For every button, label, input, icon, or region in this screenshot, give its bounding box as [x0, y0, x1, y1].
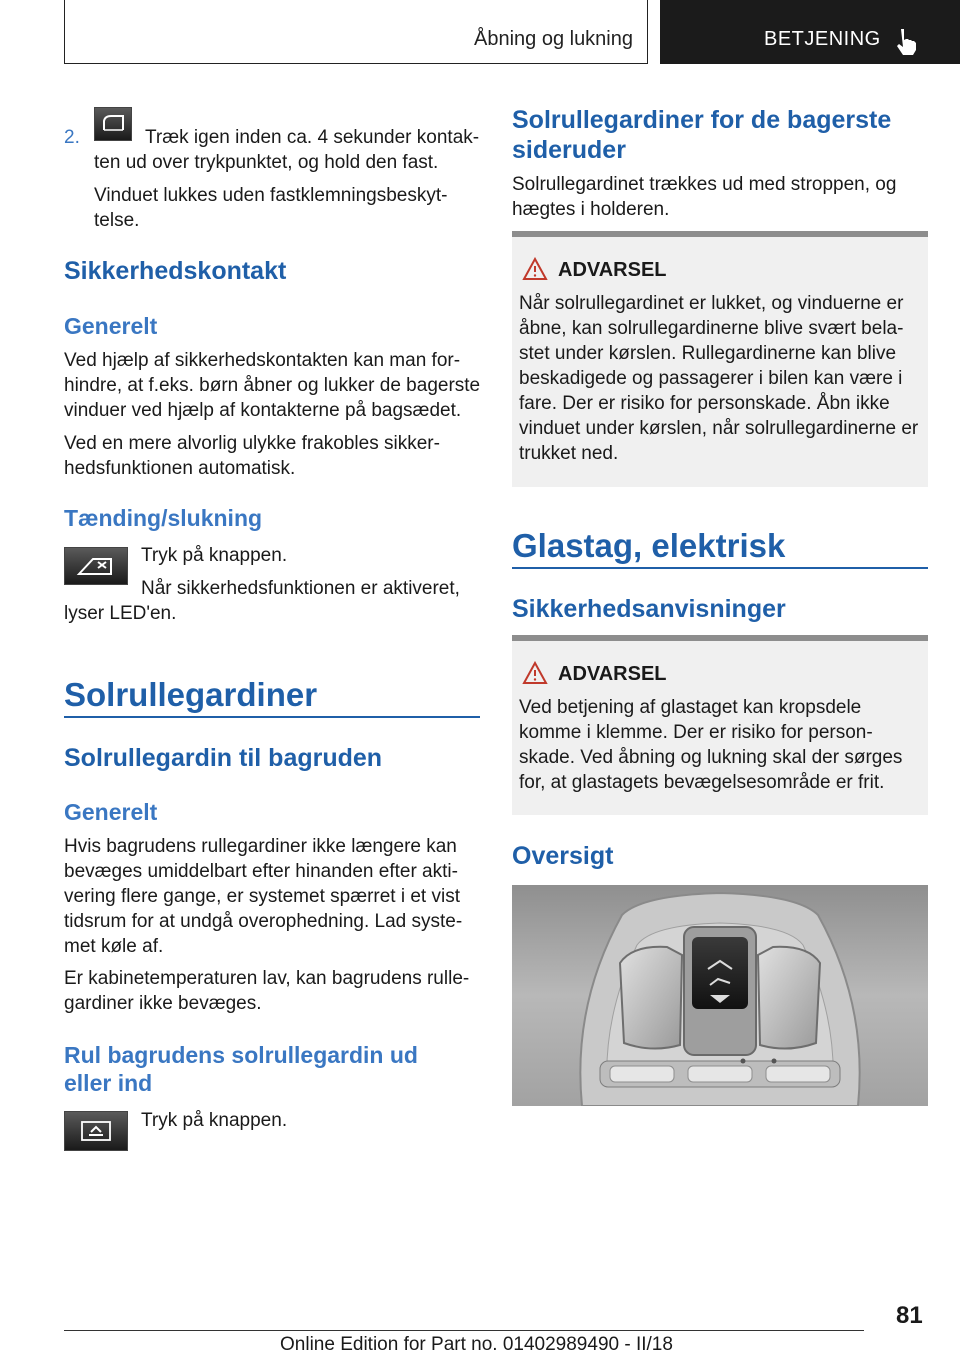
bagrude-heading: Solrullegardin til bagruden: [64, 744, 383, 772]
header-section-box: [64, 0, 648, 64]
generelt1-p1-line3: vinduer ved hjælp af kontakterne på bagsædet.: [64, 400, 462, 421]
warning-box-1: [512, 231, 928, 487]
taending-line1: Tryk på knappen.: [141, 545, 288, 566]
warning1-line7: trukket ned.: [519, 443, 619, 464]
footer-edition: Online Edition for Part no. 01402989490 - II/18: [280, 1334, 673, 1355]
warning2-line3: skade. Ved åbning og lukning skal der sørges: [519, 747, 903, 768]
generelt2-p1-line4: tidsrum for at undgå overophedning. Lad syste-: [64, 911, 463, 932]
step-number: 2.: [64, 127, 80, 148]
generelt2-p2-line2: gardiner ikke bevæges.: [64, 993, 262, 1014]
side-blinds-heading-line1: Solrullegardiner for de bagerste: [512, 106, 892, 134]
header-chapter-title: BETJENING: [764, 28, 881, 50]
side-blinds-p-line1: Solrullegardinet trækkes ud med stroppen, og: [512, 174, 897, 195]
rear-blind-button-icon: [64, 1111, 128, 1151]
side-blinds-p-line2: hægtes i holderen.: [512, 199, 670, 220]
generelt-heading-2: Generelt: [64, 799, 158, 825]
generelt-heading-1: Generelt: [64, 313, 158, 339]
generelt2-p1-line3: vering flere gange, er systemet spærret i et vist: [64, 886, 460, 907]
window-close-button-icon: [94, 107, 132, 141]
warning1-line5: fare. Der er risiko for personskade. Åbn ikke: [519, 393, 890, 414]
heading-rule-left: [64, 716, 480, 718]
solrullegardiner-heading: Solrullegardiner: [64, 676, 318, 713]
overhead-console-photo: [512, 885, 928, 1106]
warning2-line2: komme i klemme. Der er risiko for person-: [519, 722, 873, 743]
warning2-line4: for, at glastagets bevægelsesområde er frit.: [519, 772, 885, 793]
rul-heading-line1: Rul bagrudens solrullegardin ud: [64, 1042, 418, 1068]
safety-switch-button-icon: [64, 547, 128, 585]
warning1-line2: åbne, kan solrullegardinerne blive svært bela-: [519, 318, 904, 339]
generelt2-p1-line1: Hvis bagrudens rullegardiner ikke længere kan: [64, 836, 457, 857]
warning-triangle-icon: [522, 661, 548, 685]
warning1-line4: beskadigede og passagerer i bilen kan være i: [519, 368, 903, 389]
taending-line2: Når sikkerhedsfunktionen er aktiveret,: [141, 578, 460, 599]
generelt2-p1-line2: bevæges umiddelbart efter hinanden efter akti-: [64, 861, 458, 882]
sikkerhedsanvisninger-heading: Sikkerhedsanvisninger: [512, 595, 786, 623]
generelt1-p1-line1: Ved hjælp af sikkerhedskontakten kan man for-: [64, 350, 461, 371]
step-note-line1: Vinduet lukkes uden fastklemningsbeskyt-: [94, 185, 448, 206]
glastag-heading: Glastag, elektrisk: [512, 527, 786, 564]
oversigt-heading: Oversigt: [512, 842, 614, 870]
generelt1-p2-line1: Ved en mere alvorlig ulykke frakobles sikker-: [64, 433, 440, 454]
warning1-body: [519, 291, 924, 466]
rul-heading-line2: eller ind: [64, 1070, 153, 1096]
generelt1-p2-line2: hedsfunktionen automatisk.: [64, 458, 296, 479]
side-blinds-heading-line2: sideruder: [512, 136, 626, 164]
warning1-line1: Når solrullegardinet er lukket, og vinduerne er: [519, 293, 904, 314]
generelt2-p1-line5: met køle af.: [64, 936, 164, 957]
header-chapter-box: [660, 0, 960, 64]
warning-triangle-icon: [522, 257, 548, 281]
step-text-line1: Træk igen inden ca. 4 sekunder kontak-: [145, 127, 480, 148]
step-text-line2: ten ud over trykpunktet, og hold den fast.: [94, 152, 439, 173]
footer-rule: [64, 1330, 864, 1331]
header-section-title: Åbning og lukning: [473, 28, 633, 50]
warning1-line6: vinduet under kørslen, når solrullegardinerne er: [519, 418, 919, 439]
rul-text: Tryk på knappen.: [141, 1110, 288, 1131]
taending-line3: lyser LED'en.: [64, 603, 177, 624]
step-note-line2: telse.: [94, 210, 140, 231]
heading-rule-right: [512, 567, 928, 569]
warning2-line1: Ved betjening af glastaget kan kropsdele: [519, 697, 862, 718]
generelt1-p1-line2: hindre, at f.eks. børn åbner og lukker de bagerste: [64, 375, 481, 396]
warning1-title: ADVARSEL: [558, 259, 667, 281]
taending-heading: Tænding/slukning: [64, 505, 263, 531]
hand-pointer-icon: [893, 27, 919, 55]
warning2-title: ADVARSEL: [558, 663, 667, 685]
sikkerhedskontakt-heading: Sikkerhedskontakt: [64, 257, 287, 285]
warning2-body: [519, 695, 924, 795]
page-number: 81: [896, 1302, 923, 1329]
warning1-line3: stet under kørslen. Rullegardinerne kan blive: [519, 343, 897, 364]
generelt2-p2-line1: Er kabinetemperaturen lav, kan bagrudens rulle-: [64, 968, 470, 989]
warning-box-2: [512, 635, 928, 815]
